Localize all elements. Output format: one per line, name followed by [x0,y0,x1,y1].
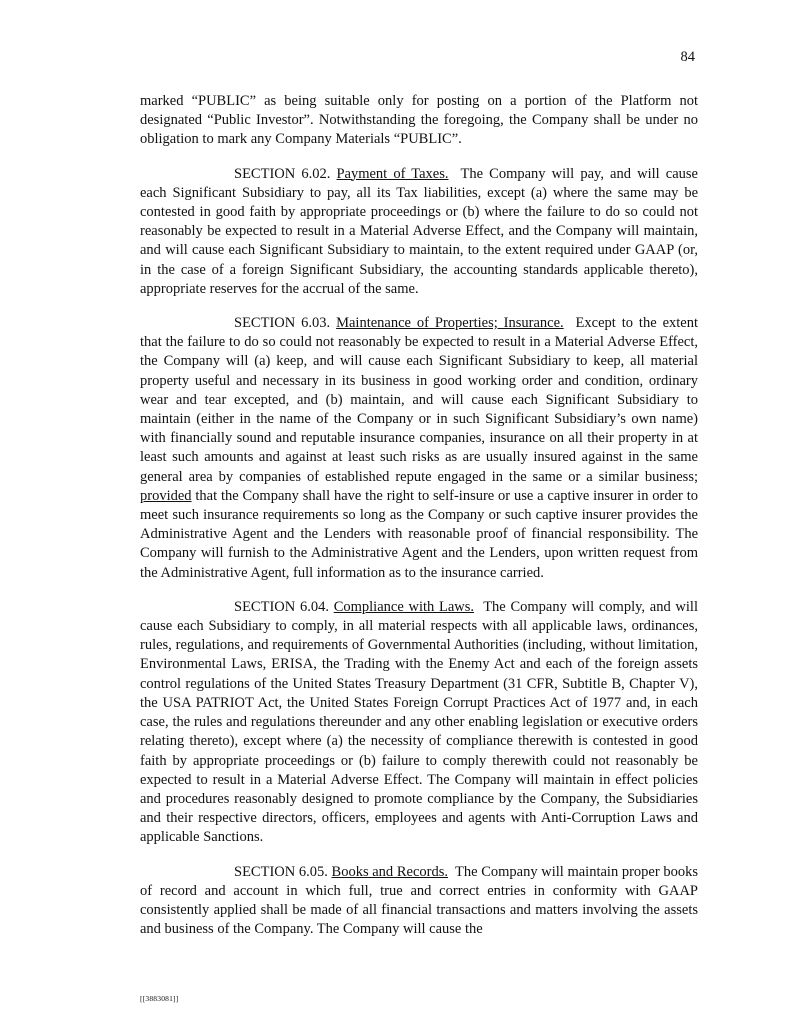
section-6-03 [140,314,698,583]
section-number: SECTION 6.02. [234,165,331,182]
document-footer-id: [[3883081]] [140,994,179,1003]
section-6-02 [140,165,698,299]
document-body [140,92,698,954]
section-number: SECTION 6.03. [234,315,331,332]
section-text: Except to the extent that the failure to do so could not reasonably be expected to result in a Material Adverse Effect, the Company will (a) keep, and will cause each Significant Subsidiary to keep, all material property useful and necessary in its business in good working order and condition, ordinary wear and tear excepted, and (b) maintain, and will cause each Significant Subsidiary to maintain (either in the name of the Company or in such Significant Subsidiary’s own name) with financially sound and reputable insurance companies, insurance on all their property in at least such amounts and against at least such risks as are usually insured against in the same general area by companies of established repute engaged in the same or a similar business; [140,315,699,485]
section-text: The Company will maintain proper books of record and account in which full, true and correct entries in conformity with GAAP consistently applied shall be made of all financial transactions and matters involving the assets and business of the Company. The Company will cause the [140,863,698,938]
section-text: The Company will pay, and will cause each Significant Subsidiary to pay, all its Tax liabilities, except (a) where the same may be contested in good faith by appropriate proceedings or (b) where the failure to do so could not reasonably be expected to result in a Material Adverse Effect, and the Company will maintain, and will cause each Significant Subsidiary to maintain, to the extent required under GAAP (or, in the case of a foreign Significant Subsidiary, the accounting standards applicable thereto), appropriate reserves for the accrual of the same. [140,165,698,297]
section-text: The Company will comply, and will cause each Subsidiary to comply, in all material respects with all applicable laws, ordinances, rules, regulations, and requirements of Governmental Authorities (including, without limitation, Environmental Laws, ERISA, the Trading with the Enemy Act and each of the foreign assets control regulations of the United States Treasury Department (31 CFR, Subtitle B, Chapter V), the USA PATRIOT Act, the United States Foreign Corrupt Practices Act of 1977 and, in each case, the rules and regulations thereunder and any other enabling legislation or executive orders relating thereto), except where (a) the necessity of compliance therewith is contested in good faith by appropriate proceedings or (b) failure to comply therewith could not reasonably be expected to result in a Material Adverse Effect. The Company will maintain in effect policies and procedures reasonably designed to promote compliance by the Company, the Subsidiaries and their respective directors, officers, employees and agents with Anti-Corruption Laws and applicable Sanctions. [140,598,698,846]
proviso-term: provided [140,487,192,504]
section-heading: Compliance with Laws. [333,598,475,615]
intro-paragraph: marked “PUBLIC” as being suitable only for posting on a portion of the Platform not designated “Public Investor”. Notwithstanding the foregoing, the Company shall be under no obligation to mark any Company Materials “PUBLIC”. [140,93,698,148]
page-number: 84 [680,49,695,65]
section-heading: Books and Records. [331,863,448,880]
section-6-05 [140,863,698,940]
section-6-04 [140,598,698,848]
section-text-continued: that the Company shall have the right to self-insure or use a captive insurer in order to meet such insurance requirements so long as the Company or such captive insurer provides the Administrative Agent and the Lenders with reasonable proof of financial responsibility. The Company will furnish to the Administrative Agent and the Lenders, upon written request from the Administrative Agent, full information as to the insurance carried. [140,487,699,581]
section-number: SECTION 6.05. [234,863,328,880]
section-heading: Maintenance of Properties; Insurance. [336,315,564,332]
section-number: SECTION 6.04. [234,598,329,615]
section-heading: Payment of Taxes. [336,165,449,182]
